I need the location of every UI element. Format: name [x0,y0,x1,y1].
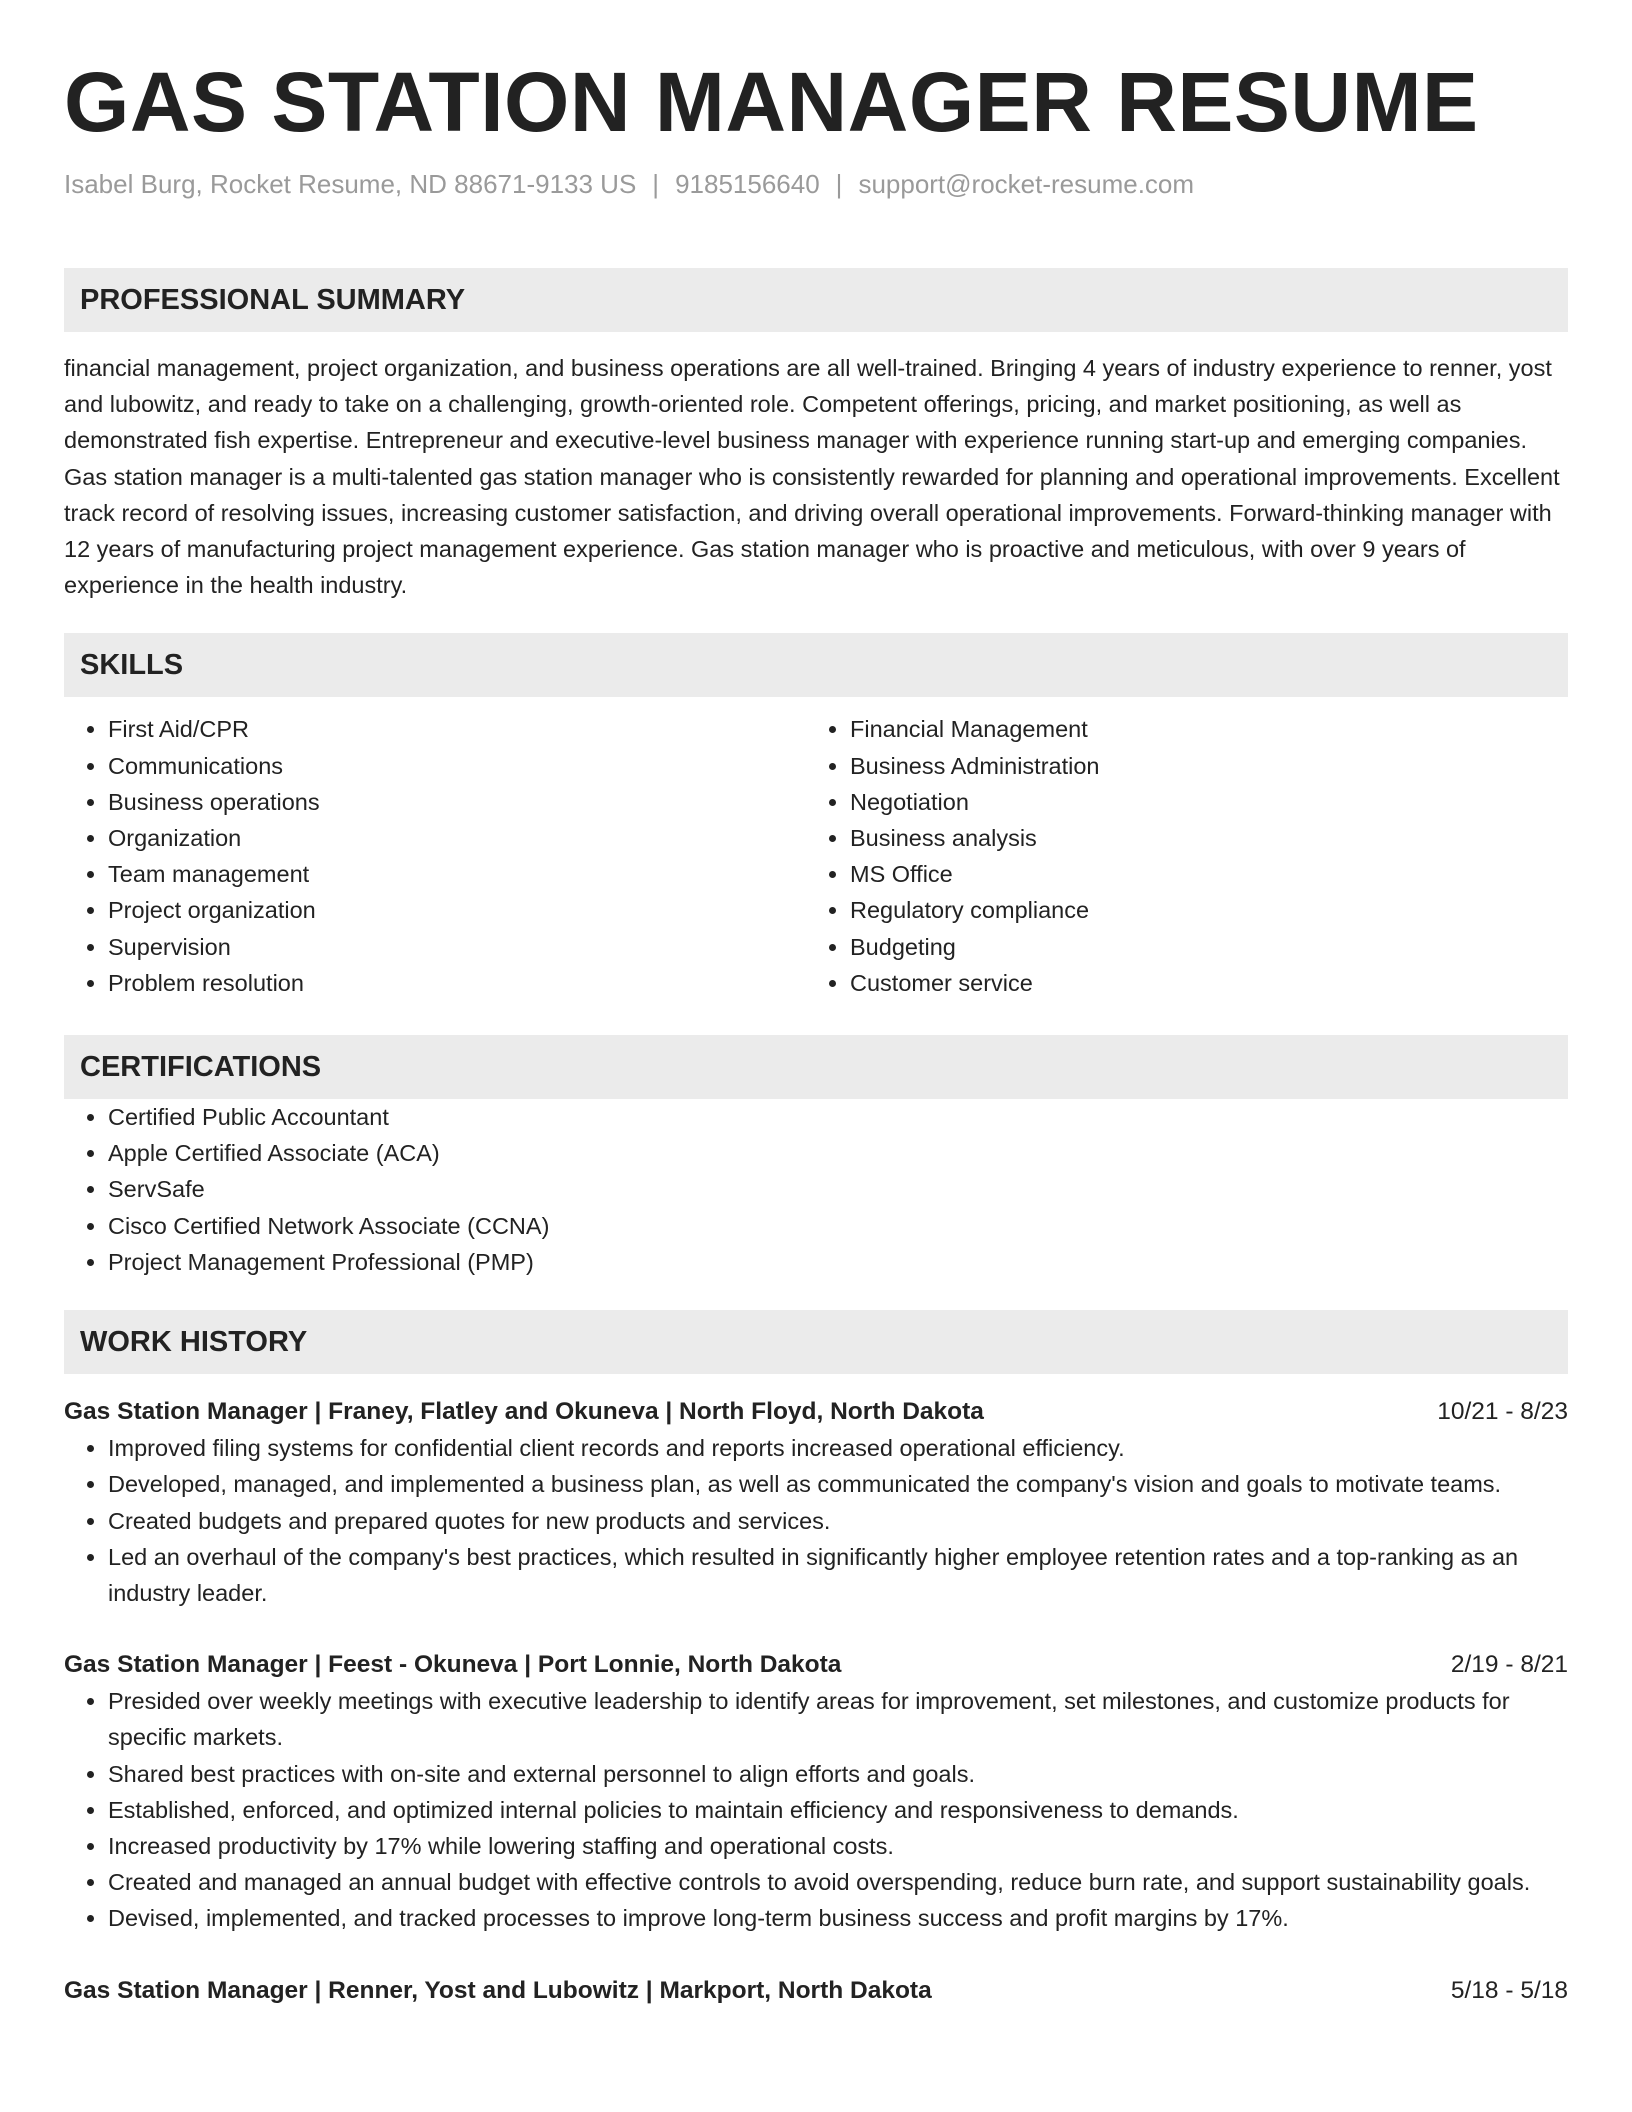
job-title: Gas Station Manager | Feest - Okuneva | Port Lonnie, North Dakota [64,1651,842,1679]
job-bullet: • Developed, managed, and implemented a business plan, as well as communicated the company's vision and goals to motivate teams. [108,1466,1568,1502]
job-title: Gas Station Manager | Renner, Yost and Lubowitz | Markport, North Dakota [64,1976,932,2004]
job-bullets [64,1683,1568,1936]
work-history-heading: WORK HISTORY [64,1310,1568,1374]
skill-item: • Project organization [108,892,806,928]
skill-item: • MS Office [850,856,1548,892]
contact-line [64,169,1568,200]
certifications-heading: CERTIFICATIONS [64,1035,1568,1099]
job-dates: 2/19 - 8/21 [1450,1651,1568,1679]
skill-item: • Financial Management [850,711,1548,747]
skill-item: • Communications [108,748,806,784]
skill-item: • Supervision [108,929,806,965]
job-entry [64,1394,1568,1611]
contact-email: support@rocket-resume.com [858,169,1195,200]
job-entry [64,1647,1568,1936]
certification-item: • ServSafe [108,1171,1568,1207]
skill-item: • Team management [108,856,806,892]
skill-item: • Budgeting [850,929,1548,965]
job-bullets [64,1430,1568,1611]
contact-address: Isabel Burg, Rocket Resume, ND 88671-9133 US [64,169,637,200]
summary-text: financial management, project organization, and business operations are all well-trained. Bringing 4 years of industry experience to renner, yost and lubowitz, and ready to take on a challenging, growth-oriented role. Competent offerings, pricing, and market positioning, as well as demonstrated fish expertise. Entrepreneur and executive-level business manager with experience running start-up and emerging companies. Gas station manager is a multi-talented gas station manager who is consistently rewarded for planning and operational improvements. Excellent track record of resolving issues, increasing customer satisfaction, and driving overall operational improvements. Forward-thinking manager with 12 years of manufacturing project management experience. Gas station manager who is proactive and meticulous, with over 9 years of experience in the health industry. [64,355,1560,599]
skills-grid [64,711,1568,1001]
job-header [64,1647,1568,1683]
job-dates: 5/18 - 5/18 [1450,1976,1568,2004]
skill-item: • Business Administration [850,748,1548,784]
job-bullet: • Led an overhaul of the company's best practices, which resulted in significantly higher employee retention rates and a top-ranking as an industry leader. [108,1539,1568,1611]
skill-item: • Regulatory compliance [850,892,1548,928]
summary-heading: PROFESSIONAL SUMMARY [64,268,1568,332]
job-header [64,1394,1568,1430]
job-bullet: • Created budgets and prepared quotes for new products and services. [108,1503,1568,1539]
skills-list-left [64,711,806,1001]
certification-item: • Cisco Certified Network Associate (CCNA) [108,1208,1568,1244]
skills-column-left [64,711,806,1001]
contact-separator: | [835,169,843,200]
skill-item: • Organization [108,820,806,856]
contact-phone: 9185156640 [675,169,820,200]
skills-column-right [806,711,1548,1001]
job-header [64,1973,1568,2009]
job-bullet: • Established, enforced, and optimized internal policies to maintain efficiency and responsiveness to demands. [108,1792,1568,1828]
job-bullet: • Shared best practices with on-site and external personnel to align efforts and goals. [108,1756,1568,1792]
certification-item: • Project Management Professional (PMP) [108,1244,1568,1280]
certifications-list [64,1099,1568,1280]
skills-list-right [806,711,1548,1001]
skill-item: • Business analysis [850,820,1548,856]
page-title: GAS STATION MANAGER RESUME [64,55,1479,149]
skill-item: • First Aid/CPR [108,711,806,747]
skills-heading: SKILLS [64,633,1568,697]
job-dates: 10/21 - 8/23 [1437,1398,1568,1426]
skill-item: • Negotiation [850,784,1548,820]
certification-item: • Apple Certified Associate (ACA) [108,1135,1568,1171]
certification-item: • Certified Public Accountant [108,1099,1568,1135]
skill-item: • Customer service [850,965,1548,1001]
contact-separator: | [652,169,660,200]
job-bullet: • Created and managed an annual budget with effective controls to avoid overspending, reduce burn rate, and support sustainability goals. [108,1864,1568,1900]
job-title: Gas Station Manager | Franey, Flatley and Okuneva | North Floyd, North Dakota [64,1398,984,1426]
job-bullet: • Presided over weekly meetings with executive leadership to identify areas for improvement, set milestones, and customize products for specific markets. [108,1683,1568,1755]
job-entry [64,1973,1568,2009]
job-bullet: • Devised, implemented, and tracked processes to improve long-term business success and profit margins by 17%. [108,1900,1568,1936]
job-bullet: • Increased productivity by 17% while lowering staffing and operational costs. [108,1828,1568,1864]
job-bullet: • Improved filing systems for confidential client records and reports increased operational efficiency. [108,1430,1568,1466]
skill-item: • Problem resolution [108,965,806,1001]
skill-item: • Business operations [108,784,806,820]
